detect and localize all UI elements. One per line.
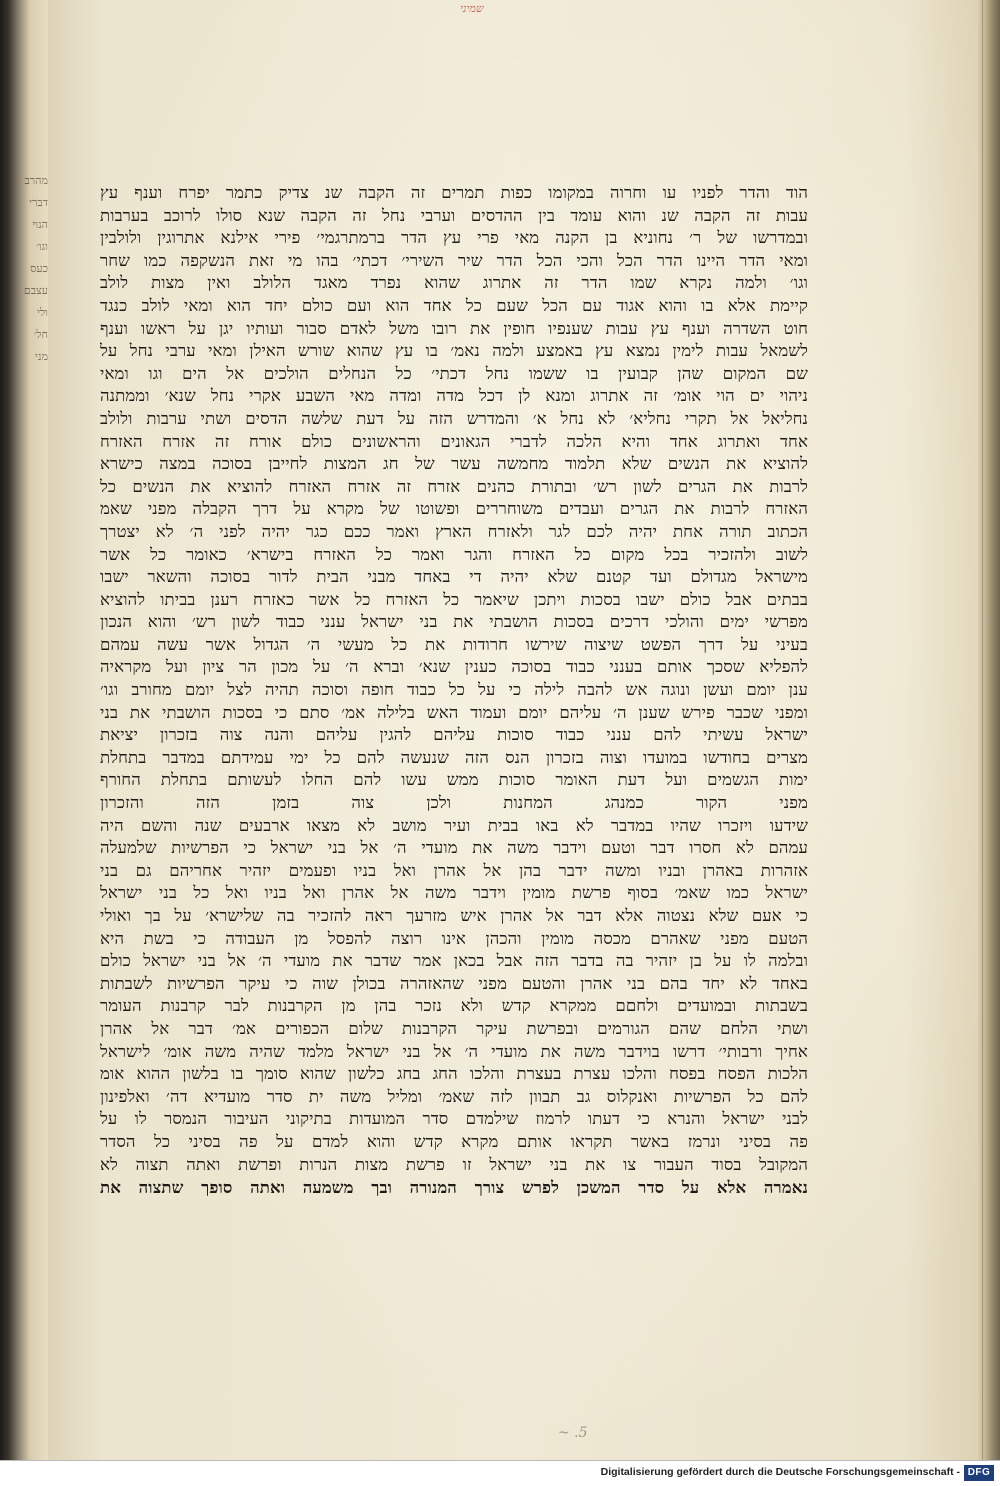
text-line: להם כל הפרשיות ואנקלוס גב תבוון לזה שאמ׳ ומליל משה ית סדר מועדיא דה׳ ואלפינון — [100, 1086, 808, 1106]
text-line: ומפני שכבר פירש שענן ה׳ עליהם יומם ועמוד האש בלילה אמ׳ סתם כי בסכות הושבתי את בני — [100, 702, 808, 722]
text-line: בעיני על דרך הפשט שיצוה שירשו חרודות את כל מעשי ה׳ הגדול אשר עשה עמהם — [100, 634, 808, 654]
text-line: וגו׳ ולמה נקרא שמו הדר זה אתרוג שהוא נפרד מאגד הלולב ואין מצות לולב — [100, 273, 808, 293]
facing-page-edge — [0, 0, 48, 1460]
text-line: מפני הקור כמנהג המחנות ולכן צוה בזמן הזה והזכרון — [100, 793, 808, 813]
facing-page-fragment: מני — [35, 350, 48, 363]
text-line: אחיך ורבותי׳ דרשו בוידבר משה את מועדי ה׳ אל בני ישראל מלמד שהיה משה אומ׳ לישראל — [100, 1041, 808, 1061]
text-line: באחד לא יחד בהם בני אהרן והטעם מפני שהאזהרה בכולן שוה כי עיקר הפרשיות לשבתות — [100, 973, 808, 993]
text-line: מישראל מגדולם ועד קטנם שלא יהיה די באחד מבני הבית לדור בסוכה והשאר ישבו — [100, 567, 808, 587]
folio-mark: שמיני — [460, 2, 484, 15]
text-line: ומאי הדר היינו הדר הכל והכי הכל הדר שיר השירי׳ דכתי׳ בהו מי זאת הנשקפה כמו שחר — [100, 250, 808, 270]
text-line: מצרים בחודשו במועדו וצוה בזכרון הנס הזה שנעשה להם כל ימי עמידתם במדבר בתחלת — [100, 747, 808, 767]
facing-page-fragment: ולי — [37, 306, 48, 319]
text-line: ישראל עשיתי להם ענני כבוד סוכות עליהם להגין עליהם והנה צוה בזכרון יציאת — [100, 725, 808, 745]
text-line: להוציא את הנשים שלא תלמוד מחמשה עשר של חג המצות לחייבן בסוכה במצה כישרא — [100, 454, 808, 474]
footer-bar — [0, 1460, 1000, 1486]
text-line: הוד והדר לפניו עו וחרוה במקומו כפות תמרים זה הקבה שנ צדיק כתמר יפרח וענף עץ — [100, 183, 808, 202]
text-line: לשמאל עבות לימין נמצא עץ באמצע ולמה נאמ׳ בו עץ שהוא שורש האילן ומאי ערבי נחל על — [100, 341, 808, 361]
text-line: פה בסיני ונרמז באשר תקראו אותם מקרא קדש והוא למדם על פה בסיני כל הסדר — [100, 1131, 808, 1151]
text-line: ענן יומם ועשן ונוגה אש להבה לילה כי על כל כבוד חופה וסוכה תהיה לצל יומם מחורב וגו׳ — [100, 680, 808, 700]
facing-page-fragment: הנוי — [32, 218, 48, 231]
text-line: עבות זה הקבה שנ והוא עומד בין ההדסים וערבי נחל זה הקבה שנא סולו לרוכב בערבות — [100, 205, 808, 225]
text-line: לרבות את הגרים לשון רש׳ ובתורת כהנים אזרח זה אזרח האזרח להוציא את הנשים כל — [100, 476, 808, 496]
text-line: שידעו ויזכרו שהיו במדבר לא באו בבית ועיר מושב לא מצאו ארבעים שנה והשם היה — [100, 815, 808, 835]
main-text-block — [100, 182, 808, 1199]
text-line: ניהוי ים הוי אומ׳ זה אתרוג ומנא לן דכל מדה ומדה מאי השבע אקרי נחל שנא׳ וממתנה — [100, 386, 808, 406]
text-line: האזרח לרבות את הגרים ועבדים משוחררים ופשוטו של מקרא על דרך הקבלה מפני שאמ — [100, 499, 808, 519]
facing-page-fragment: דברי — [29, 196, 48, 209]
text-line: מפרשי ימים והולכי דרכים בסכות הושבתי את בני ישראל ענני כבוד לשון רש׳ והוא הנכון — [100, 612, 808, 632]
text-line: להפליא שסכך אותם בענני כבוד בסוכה כענין שנא׳ וברא ה׳ על מכון הר ציון ועל מקראיה — [100, 657, 808, 677]
text-line: נחליאל אל תקרי נחליא׳ לא נחל א׳ והמדרש הזה על דעת שלשה הדסים ושתי ערבות ולולב — [100, 408, 808, 428]
text-line: חוט השדרה וענף עץ עבות שענפיו חופין את רובו משל לאדם סבור ועותיו יגן על ראשו וענף — [100, 318, 808, 338]
text-line: ימות הגשמים ועל דעת האומר סוכות ממש עשו להם החלו לעשותם בתחלת החורף — [100, 770, 808, 790]
text-line: לבני ישראל והנרא כי דעתו לרמוז שילמדם סדר המועדות בתיקוני העיבור הנמסר לו על — [100, 1109, 808, 1129]
text-line: לשוב ולהזכיר בכל מקום כל האזרח והגר ואמר כל האזרח בישרא׳ כאומר כל אשר — [100, 544, 808, 564]
text-line: בשבתות ובמועדים ולחםם ממקרא קדש ולא נזכר בהן מן הקרבנות לבר קרבנות העומר — [100, 996, 808, 1016]
text-line: אחד ואתרוג אחד והיא הלכה לדברי הגאונים והראשונים כולם אורח זה אזרח האזרח — [100, 431, 808, 451]
funding-credit: Digitalisierung gefördert durch die Deutsche Forschungsgemeinschaft - — [600, 1466, 960, 1478]
book-block-edge — [978, 0, 1000, 1460]
facing-page-fragment: וגו׳ — [36, 240, 48, 253]
facing-page-fragment: כעס — [30, 262, 48, 275]
text-line: קיימת אלא בו והוא אגוד עם הכל שעם כל אחד הוא ועם כולם יחד הוא ומאי לולב כנגד — [100, 295, 808, 315]
text-line: אזהרות באהרן ובניו ומשה ידבר בהן אל אהרן ואל בניו ופעמים יזהיר אחריהם גם בני — [100, 860, 808, 880]
text-line: כי אעם שלא נצטוה אלא דבר אל אהרן איש מזרעך ראה להזכיר בה שלישרא׳ על בך ואולי — [100, 906, 808, 925]
text-line: הטעם מפני שאהרם מכסה מומין והכהן אינו רוצה להפסל מן העבודה כי בשת היא — [100, 928, 808, 948]
text-line: ישראל כמו שאמ׳ בסוף פרשת מומין וידבר משה אל אהרן ואל בניו ואל כל בני ישראל — [100, 883, 808, 903]
facing-page-fragments — [14, 170, 48, 368]
text-line: נאמרה אלא על סדר המשכן לפרש צורך המנורה ובך משמעה ואתה סופך שתצוה את — [100, 1177, 808, 1198]
text-line: ושתי הלחם שהם הגורמים ובפרשת עיקר הקרבנות שלום הכפורים אמ׳ דבר אל אהרן — [100, 1018, 808, 1038]
dfg-logo[interactable]: DFG — [964, 1465, 994, 1481]
text-line: ובלמה לו על בן יזהיר בה בדבר הזה אבל בכאן אמר שדבר את מועדי ה׳ אל בני ישראל כולם — [100, 951, 808, 971]
book-page — [48, 0, 978, 1460]
text-line: עמהם לא חסרו דבר וטעם וידבר משה את מועדי ה׳ אל בני ישראל כי הפרשיות שלמעלה — [100, 838, 808, 858]
text-line: הלכות הפסח בפסח והלכו עצרת בעצרת והלכו החג בחג כלשון שהוא סומך בו בלשון ההוא אומ — [100, 1064, 808, 1084]
facing-page-fragment: עצבם — [23, 284, 48, 297]
text-line: המקובל בסוד העבור צו את בני ישראל זו פרשת מצות הנרות ופרשת ואתה תצוה לא — [100, 1154, 808, 1174]
signature-mark: ~ .5 — [558, 1425, 588, 1441]
text-line: שם המקום שהן קבועין בו ששמו נחל דכתי׳ כל הנחלים הולכים אל הים וגו ומאי — [100, 363, 808, 383]
text-line: בבתים אבל כולם ישבו בסכות ויתכן שיאמר כל האזרח כל אשר כאזרח רענן בביתו להוציא — [100, 589, 808, 609]
text-line: ובמדרשו של ר׳ נחוניא בן הקנה מאי פרי עץ הדר ברמתרגמי׳ פירי אילנא אתרוגין ולולבין — [100, 228, 808, 248]
facing-page-fragment: חל׳ — [33, 328, 48, 341]
facing-page-fragment: מהרב — [24, 174, 48, 187]
text-line: הכתוב תורה אחת יהיה לכם לגר ולאזרח הארץ ואמר ככם כגר יהיה לפני ה׳ לא יצטרך — [100, 521, 808, 541]
